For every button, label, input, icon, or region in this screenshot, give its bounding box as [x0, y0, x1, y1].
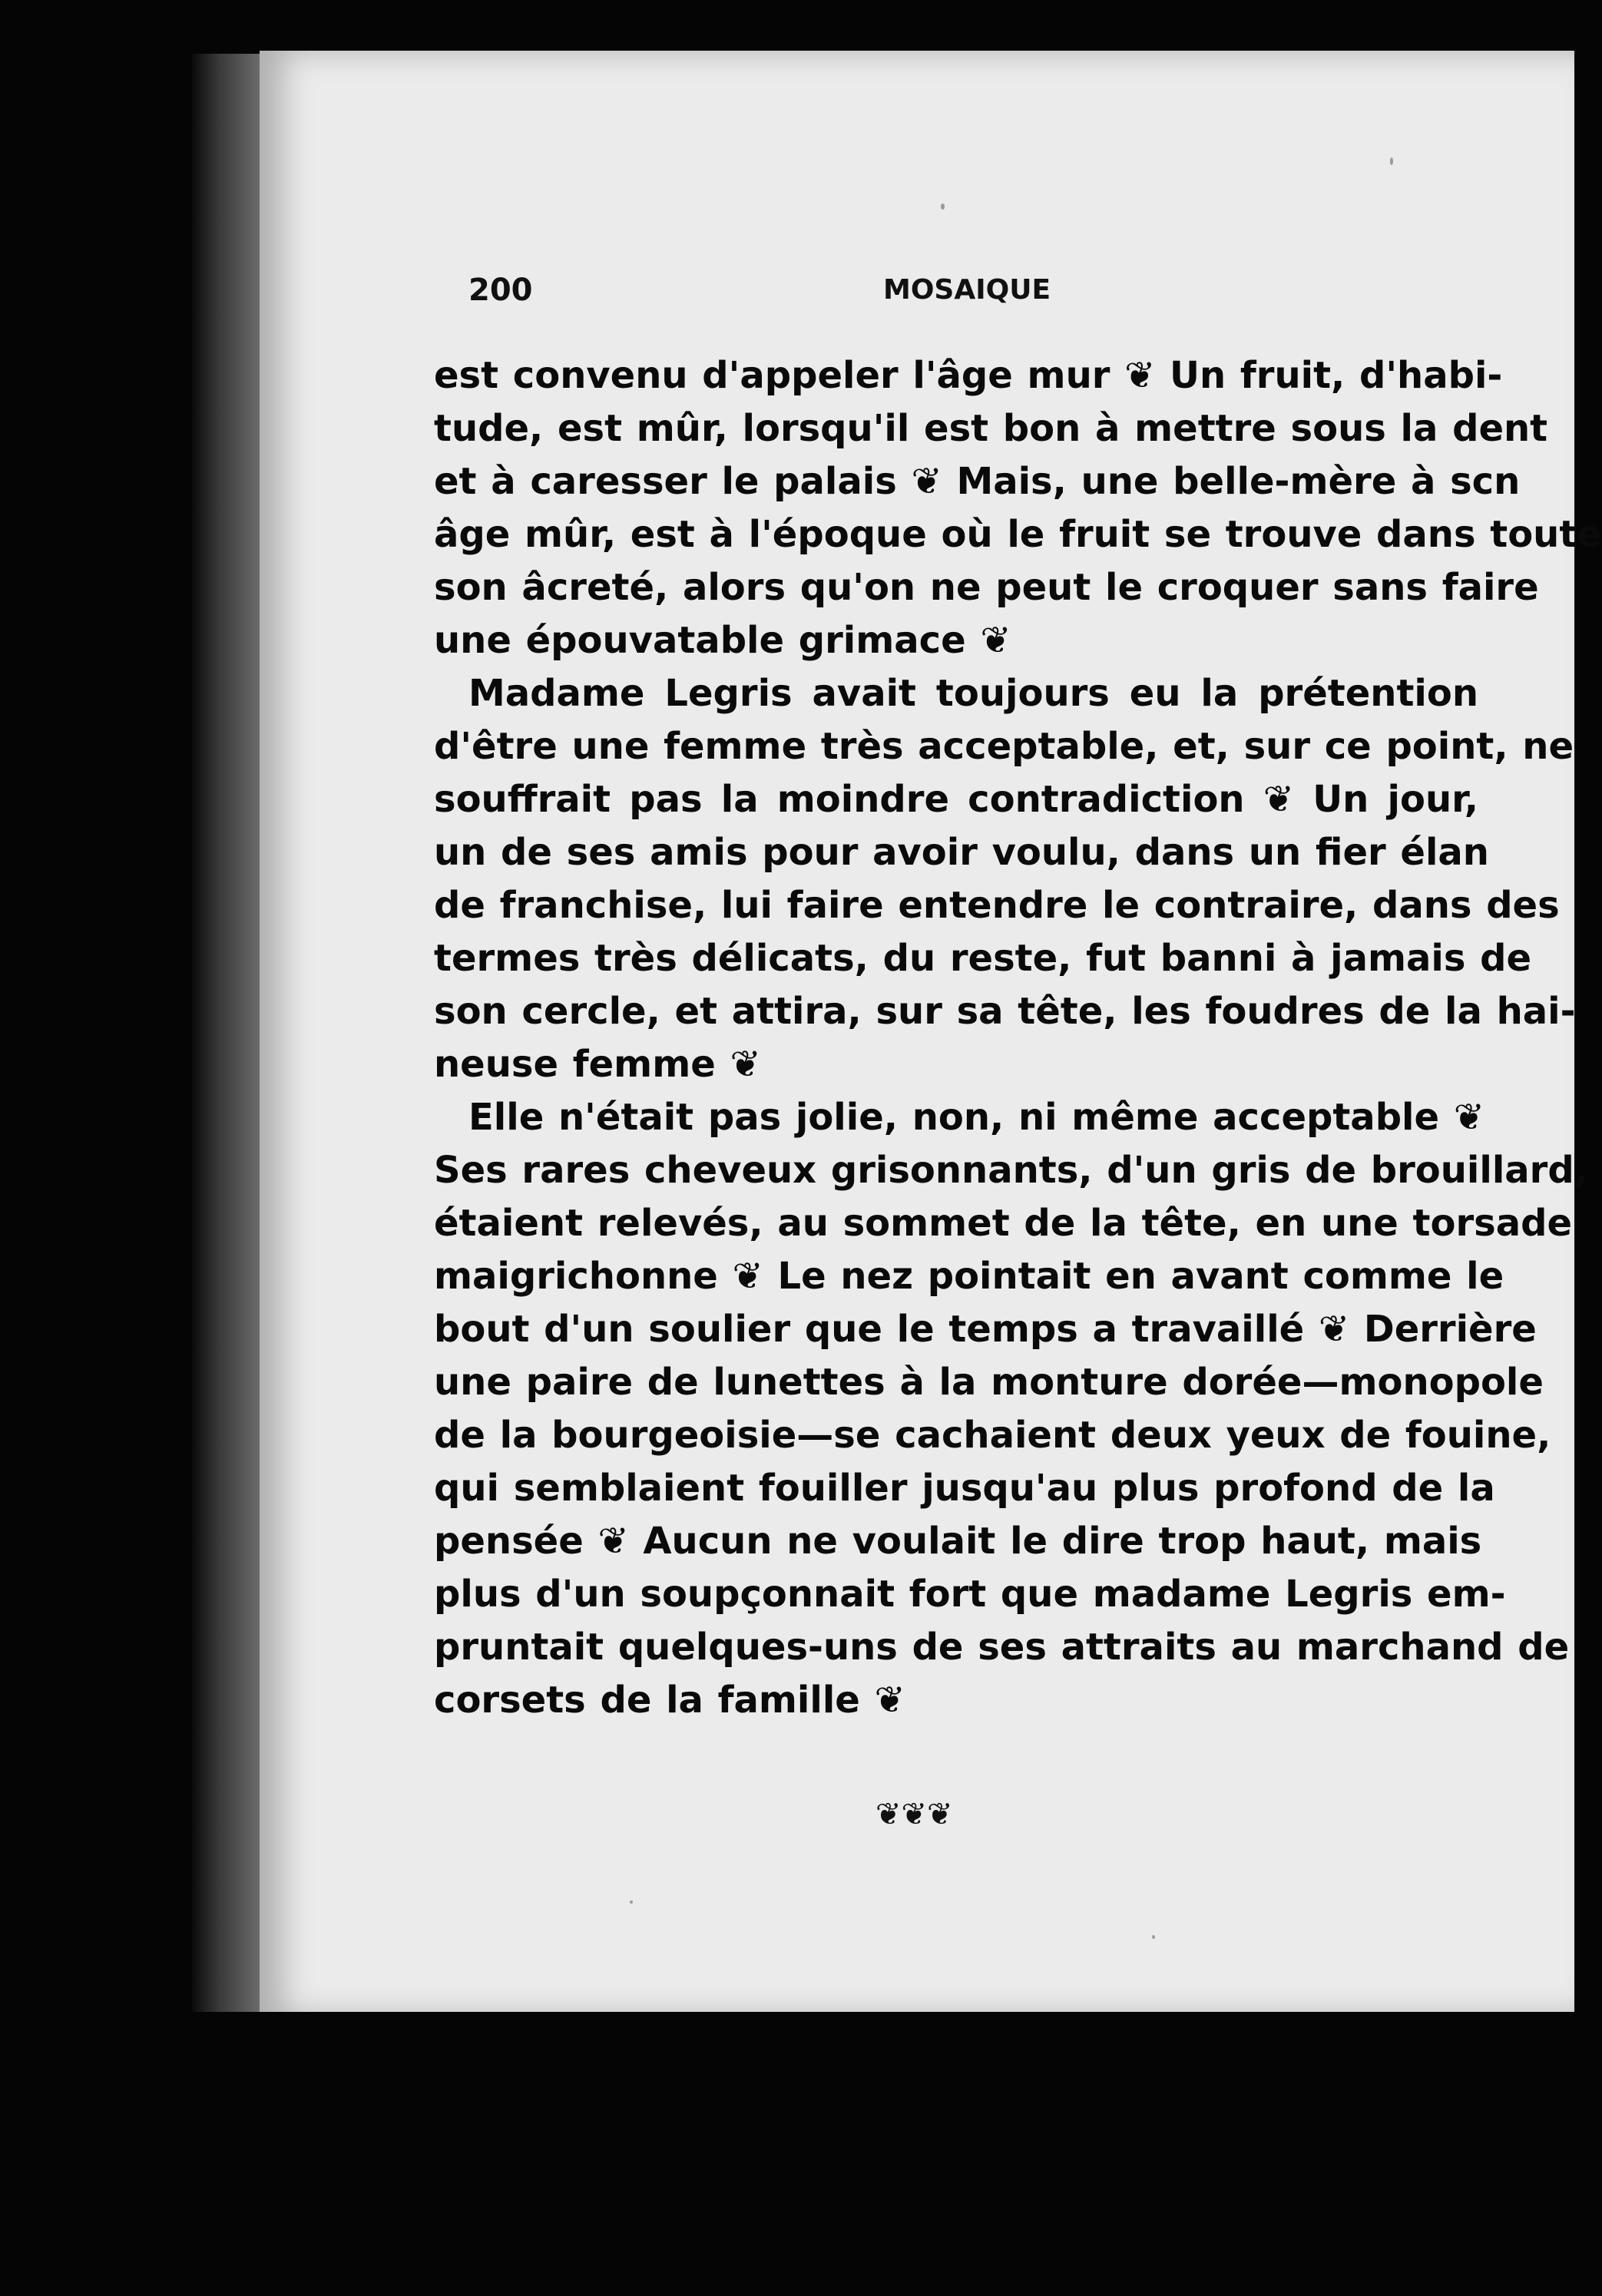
scan-speck — [1390, 157, 1393, 165]
paragraph — [434, 667, 1576, 1091]
text-line: de franchise, lui faire entendre le contraire, dans des — [434, 884, 1560, 927]
text-line: termes très délicats, du reste, fut banni à jamais de — [434, 937, 1532, 980]
text-line: son âcreté, alors qu'on ne peut le croquer sans faire — [434, 566, 1539, 609]
text-line: Madame Legris avait toujours eu la prétention — [468, 672, 1478, 715]
section-ornament: ❦❦❦ — [875, 1797, 953, 1832]
text-line: souffrait pas la moindre contradiction ❦ Un jour, — [434, 778, 1478, 821]
page-number: 200 — [468, 273, 533, 308]
running-head: MOSAIQUE — [883, 274, 1051, 306]
text-line: corsets de la famille ❦ — [434, 1679, 905, 1722]
text-line: pruntait quelques-uns de ses attraits au marchand de — [434, 1626, 1570, 1669]
text-line: de la bourgeoisie—se cachaient deux yeux de fouine, — [434, 1414, 1551, 1457]
text-line: et à caresser le palais ❦ Mais, une belle-mère à scn — [434, 460, 1521, 503]
text-line: bout d'un soulier que le temps a travaillé ❦ Derrière — [434, 1308, 1537, 1351]
text-line: âge mûr, est à l'époque où le fruit se trouve dans toute — [434, 513, 1602, 556]
text-line: son cercle, et attira, sur sa tête, les foudres de la hai- — [434, 990, 1576, 1033]
text-line: maigrichonne ❦ Le nez pointait en avant comme le — [434, 1255, 1504, 1298]
text-line: pensée ❦ Aucun ne voulait le dire trop haut, mais — [434, 1520, 1482, 1563]
text-line: étaient relevés, au sommet de la tête, en une torsade — [434, 1202, 1573, 1245]
paragraph — [434, 349, 1602, 667]
text-line: une paire de lunettes à la monture dorée—monopole — [434, 1361, 1544, 1404]
text-line: qui semblaient fouiller jusqu'au plus profond de la — [434, 1467, 1495, 1510]
scan-speck — [941, 203, 945, 210]
text-line: une épouvatable grimace ❦ — [434, 619, 1011, 662]
text-line: tude, est mûr, lorsqu'il est bon à mettre sous la dent — [434, 407, 1548, 450]
scan-background — [192, 2012, 1574, 2296]
scan-speck — [1152, 1935, 1155, 1939]
text-line: plus d'un soupçonnait fort que madame Legris em- — [434, 1573, 1506, 1616]
text-line: Elle n'était pas jolie, non, ni même acceptable ❦ — [468, 1096, 1484, 1139]
paragraph — [434, 1091, 1588, 1727]
text-line: un de ses amis pour avoir voulu, dans un fier élan — [434, 831, 1489, 874]
body-text — [434, 349, 1602, 1727]
text-line: Ses rares cheveux grisonnants, d'un gris de brouillard, — [434, 1149, 1588, 1192]
text-line: neuse femme ❦ — [434, 1043, 761, 1086]
page-header — [468, 273, 1467, 319]
scan-speck — [630, 1901, 633, 1904]
text-line: est convenu d'appeler l'âge mur ❦ Un fruit, d'habi- — [434, 354, 1503, 397]
text-line: d'être une femme très acceptable, et, sur ce point, ne — [434, 725, 1574, 768]
book-spine-edge — [192, 54, 261, 2050]
